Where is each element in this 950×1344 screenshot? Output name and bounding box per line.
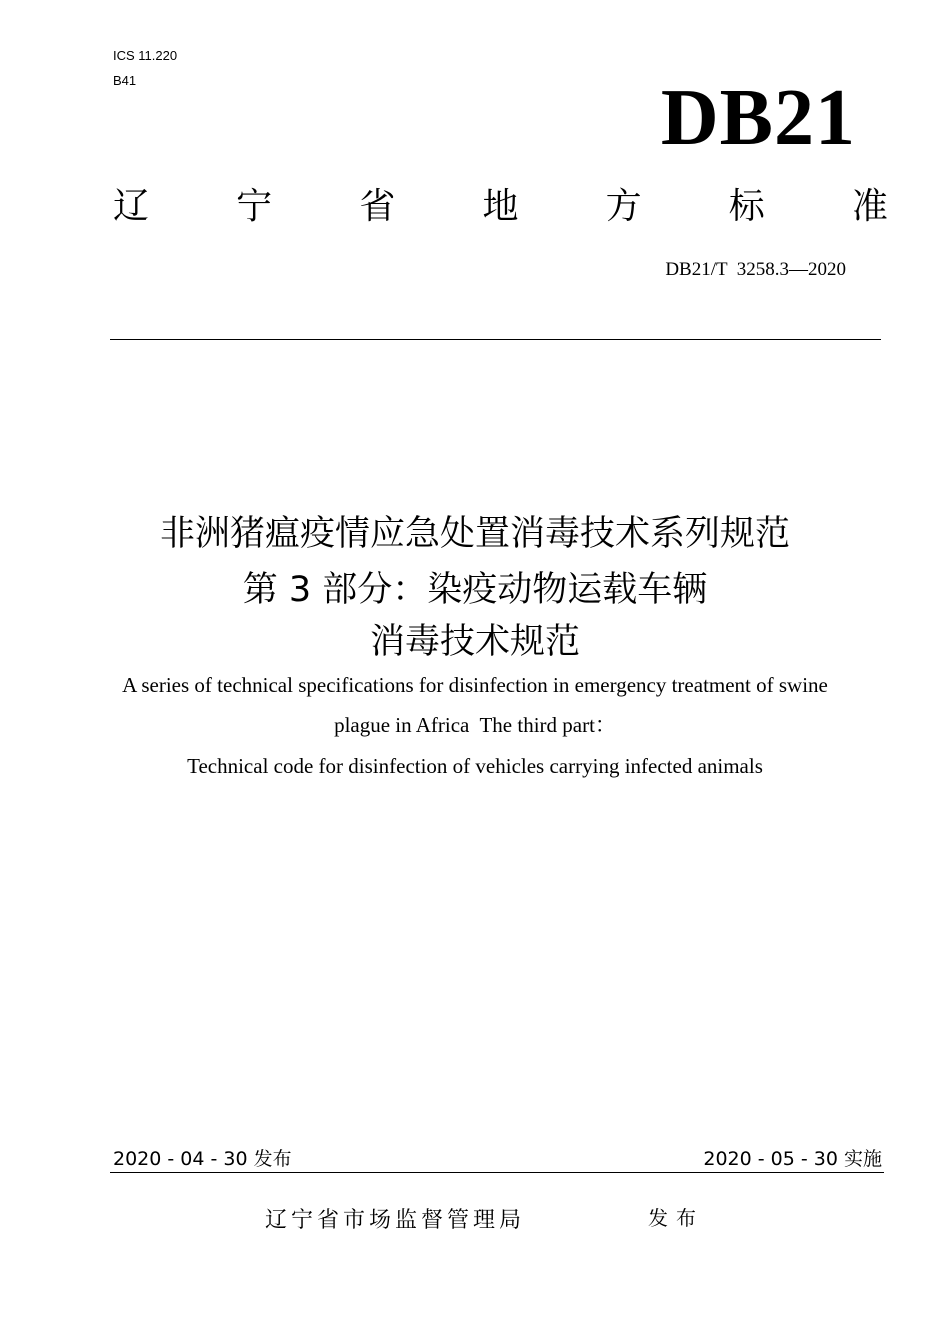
issuer: 辽宁省市场监督管理局 <box>265 1208 526 1233</box>
standard-type-char: 宁 <box>236 186 273 227</box>
standard-type-char: 准 <box>851 186 888 227</box>
implement-date: 2020 - 05 - 30 实施 <box>703 1148 882 1170</box>
ics-code: ICS 11.220 <box>113 48 178 63</box>
standard-type-char: 标 <box>728 186 765 227</box>
header-divider <box>110 339 881 340</box>
db-logo: DB21 <box>660 74 856 162</box>
title-cn-line-1: 非洲猪瘟疫情应急处置消毒技术系列规范 <box>159 514 790 554</box>
standard-type-char: 省 <box>359 186 396 227</box>
standard-type-char: 地 <box>482 186 519 227</box>
title-en-line-2: plague in Africa The third part： <box>334 713 616 737</box>
footer-divider <box>110 1172 884 1173</box>
publish-date: 2020 - 04 - 30 发布 <box>113 1148 292 1170</box>
standard-number: DB21/T 3258.3—2020 <box>665 259 846 280</box>
title-cn-line-3: 消毒技术规范 <box>369 622 580 662</box>
standard-type-char: 辽 <box>113 186 150 227</box>
standard-type-heading <box>113 186 888 228</box>
title-en-line-3: Technical code for disinfection of vehicles carrying infected animals <box>187 754 763 778</box>
title-en-line-1: A series of technical specifications for disinfection in emergency treatment of swine <box>122 673 828 697</box>
issued-label: 发布 <box>648 1206 704 1230</box>
title-cn-line-2: 第 3 部分：染疫动物运载车辆 <box>242 570 708 610</box>
classification-code: B41 <box>113 73 137 88</box>
standard-type-char: 方 <box>605 186 642 227</box>
